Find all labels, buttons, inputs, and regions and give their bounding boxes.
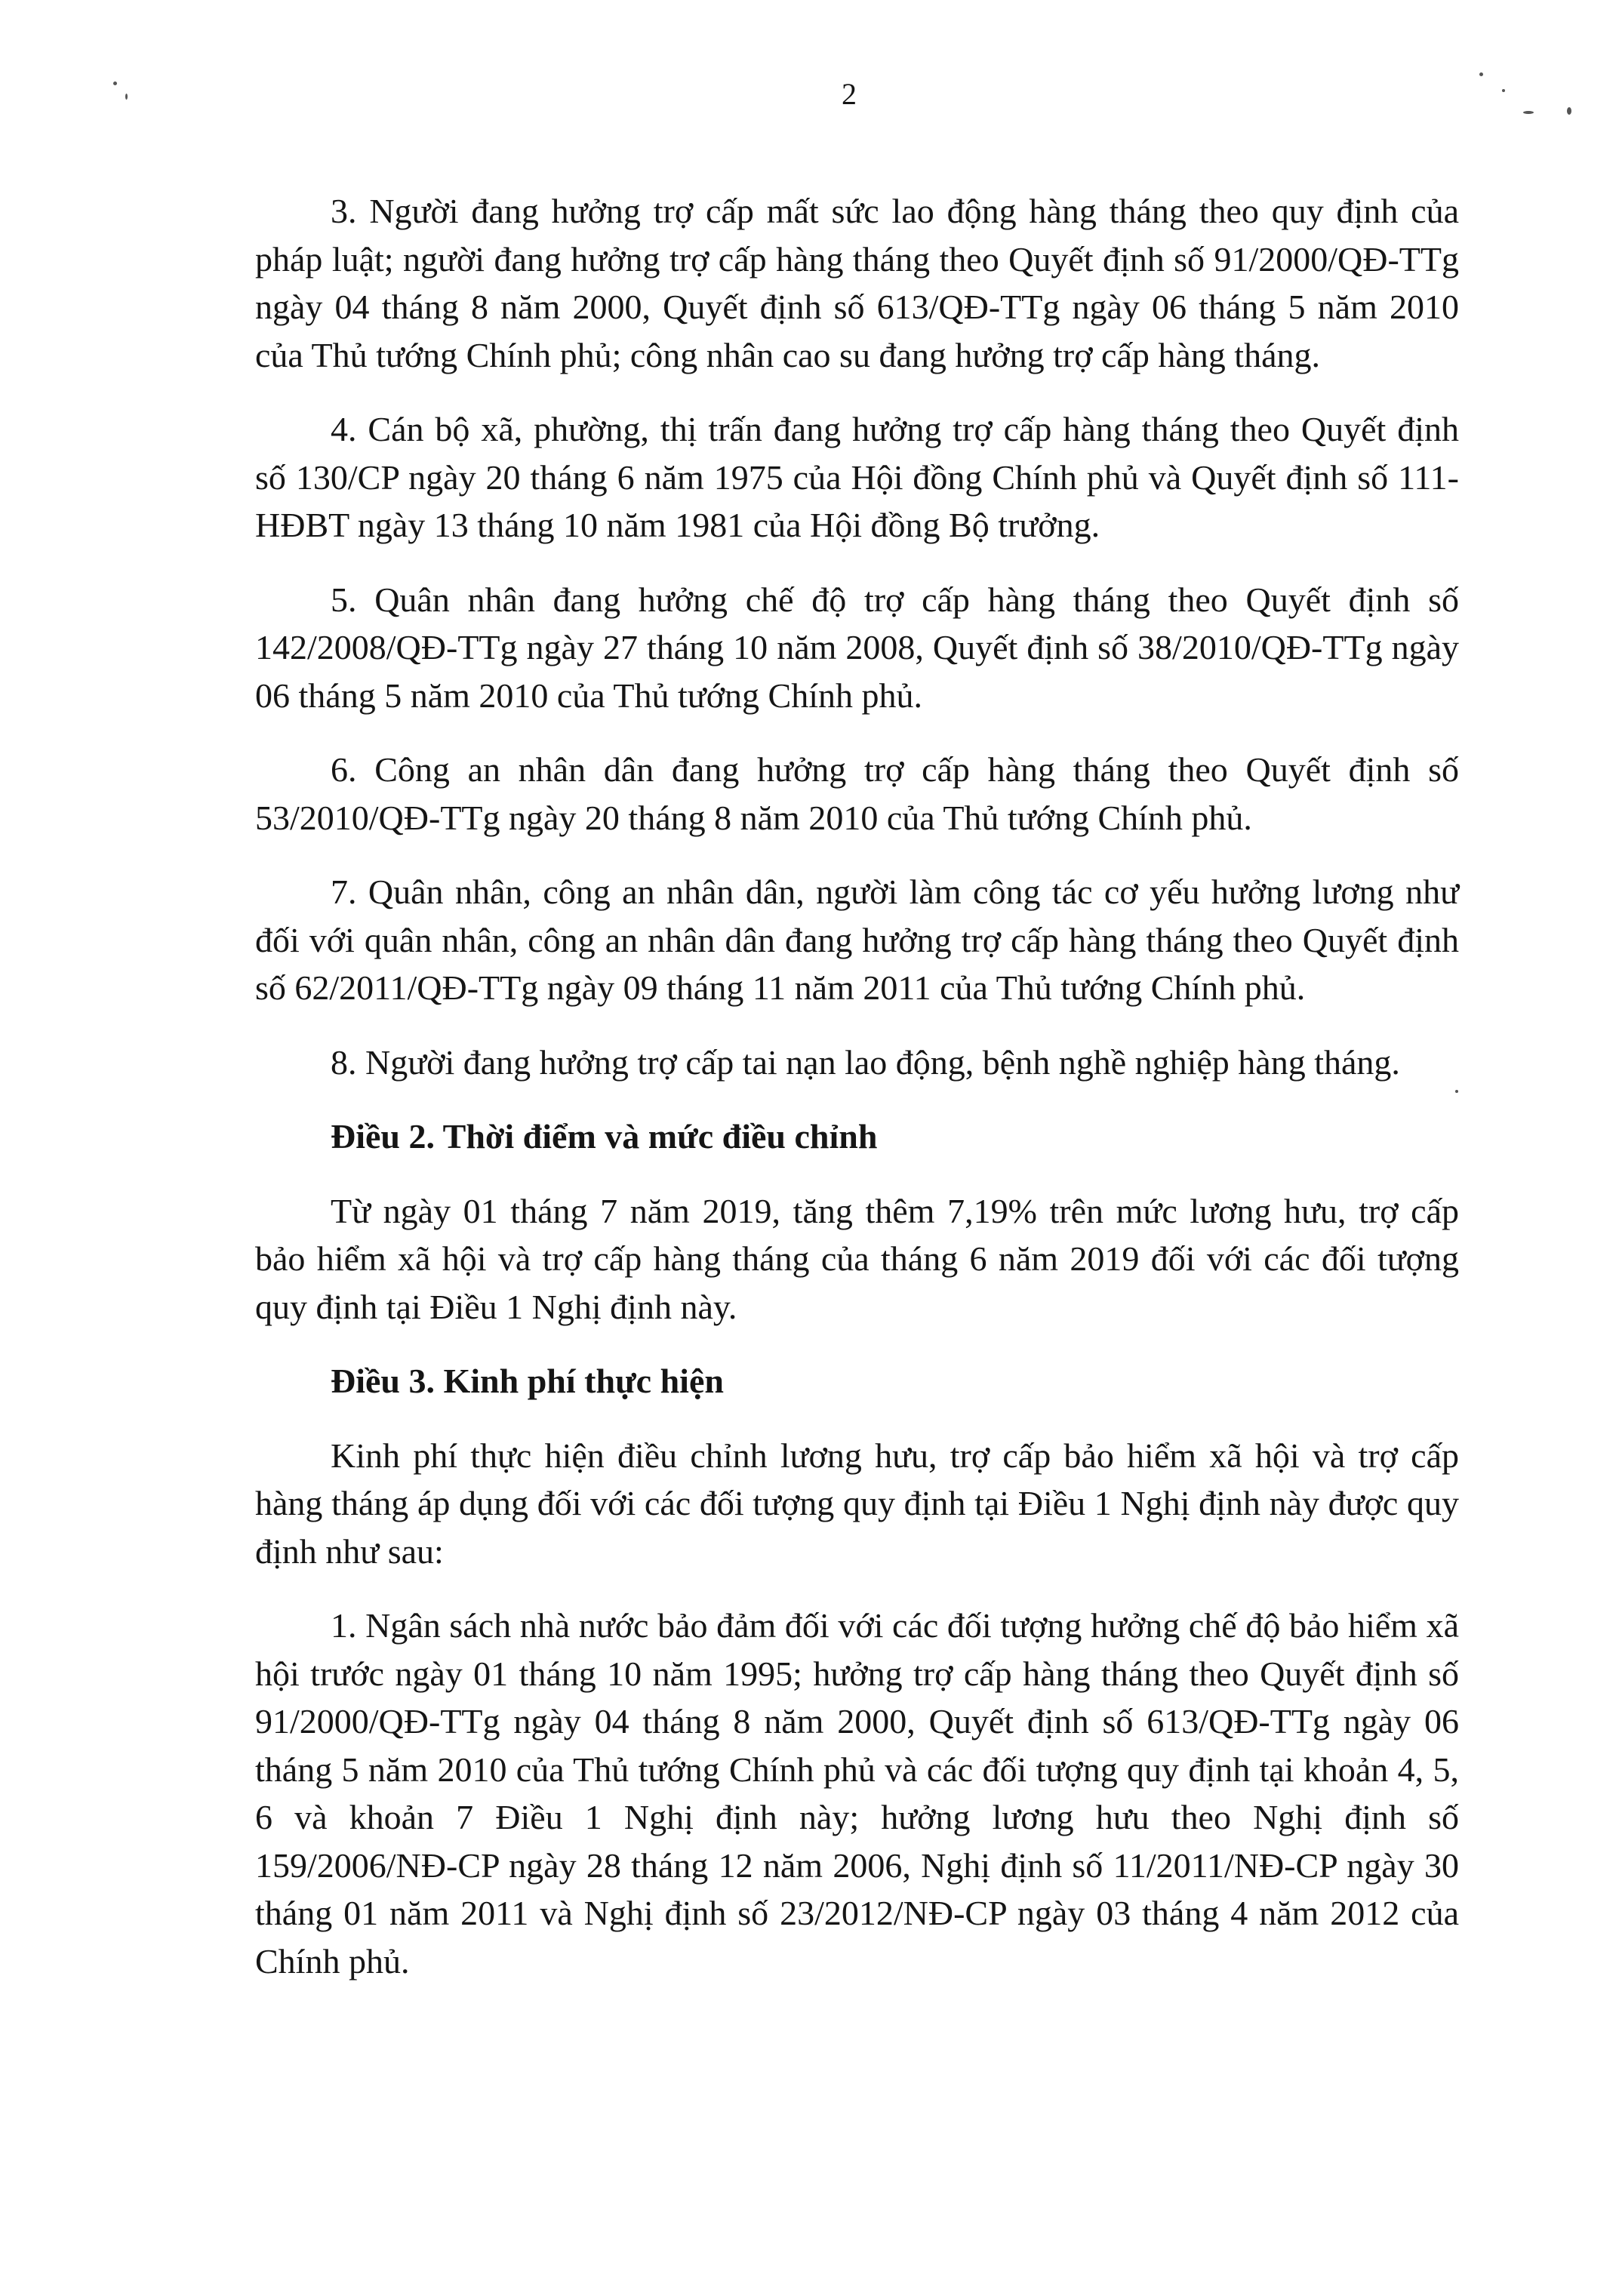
article1-item-8: 8. Người đang hưởng trợ cấp tai nạn lao động, bệnh nghề nghiệp hàng tháng. [331, 1042, 1400, 1082]
article3-heading: Điều 3. Kinh phí thực hiện [331, 1362, 724, 1400]
article3-intro: Kinh phí thực hiện điều chỉnh lương hưu, trợ cấp bảo hiểm xã hội và trợ cấp hàng tháng áp dụng đối với các đối tượng quy định tại Điều 1 Nghị định này được quy định như sau: [255, 1436, 1459, 1571]
article3-item-1: 1. Ngân sách nhà nước bảo đảm đối với các đối tượng hưởng chế độ bảo hiểm xã hội trước ngày 01 tháng 10 năm 1995; hưởng trợ cấp hàng tháng theo Quyết định số 91/2000/QĐ-TTg ngày 04 tháng 8 năm 2000, Quyết định số 613/QĐ-TTg ngày 06 tháng 5 năm 2010 của Thủ tướng Chính phủ và các đối tượng quy định tại khoản 4, 5, 6 và khoản 7 Điều 1 Nghị định này; hưởng lương hưu theo Nghị định số 159/2006/NĐ-CP ngày 28 tháng 12 năm 2006, Nghị định số 11/2011/NĐ-CP ngày 30 tháng 01 năm 2011 và Nghị định số 23/2012/NĐ-CP ngày 03 tháng 4 năm 2012 của Chính phủ. [255, 1606, 1459, 1981]
article1-item-4: 4. Cán bộ xã, phường, thị trấn đang hưởng trợ cấp hàng tháng theo Quyết định số 130/CP ngày 20 tháng 6 năm 1975 của Hội đồng Chính phủ và Quyết định số 111-HĐBT ngày 13 tháng 10 năm 1981 của Hội đồng Bộ trưởng. [255, 410, 1459, 544]
article1-item-7: 7. Quân nhân, công an nhân dân, người làm công tác cơ yếu hưởng lương như đối với quân nhân, công an nhân dân đang hưởng trợ cấp hàng tháng theo Quyết định số 62/2011/QĐ-TTg ngày 09 tháng 11 năm 2011 của Thủ tướng Chính phủ. [255, 873, 1459, 1007]
page-number: 2 [842, 77, 857, 111]
article1-item-5: 5. Quân nhân đang hưởng chế độ trợ cấp hàng tháng theo Quyết định số 142/2008/QĐ-TTg ngày 27 tháng 10 năm 2008, Quyết định số 38/2010/QĐ-TTg ngày 06 tháng 5 năm 2010 của Thủ tướng Chính phủ. [255, 580, 1459, 715]
document-body [255, 187, 1459, 2011]
article2-body: Từ ngày 01 tháng 7 năm 2019, tăng thêm 7,19% trên mức lương hưu, trợ cấp bảo hiểm xã hội và trợ cấp hàng tháng của tháng 6 năm 2019 đối với các đối tượng quy định tại Điều 1 Nghị định này. [255, 1191, 1459, 1326]
article2-heading: Điều 2. Thời điểm và mức điều chỉnh [331, 1117, 878, 1156]
article1-item-3: 3. Người đang hưởng trợ cấp mất sức lao động hàng tháng theo quy định của pháp luật; người đang hưởng trợ cấp hàng tháng theo Quyết định số 91/2000/QĐ-TTg ngày 04 tháng 8 năm 2000, Quyết định số 613/QĐ-TTg ngày 06 tháng 5 năm 2010 của Thủ tướng Chính phủ; công nhân cao su đang hưởng trợ cấp hàng tháng. [255, 192, 1459, 374]
article1-item-6: 6. Công an nhân dân đang hưởng trợ cấp hàng tháng theo Quyết định số 53/2010/QĐ-TTg ngày 20 tháng 8 năm 2010 của Thủ tướng Chính phủ. [255, 750, 1459, 837]
